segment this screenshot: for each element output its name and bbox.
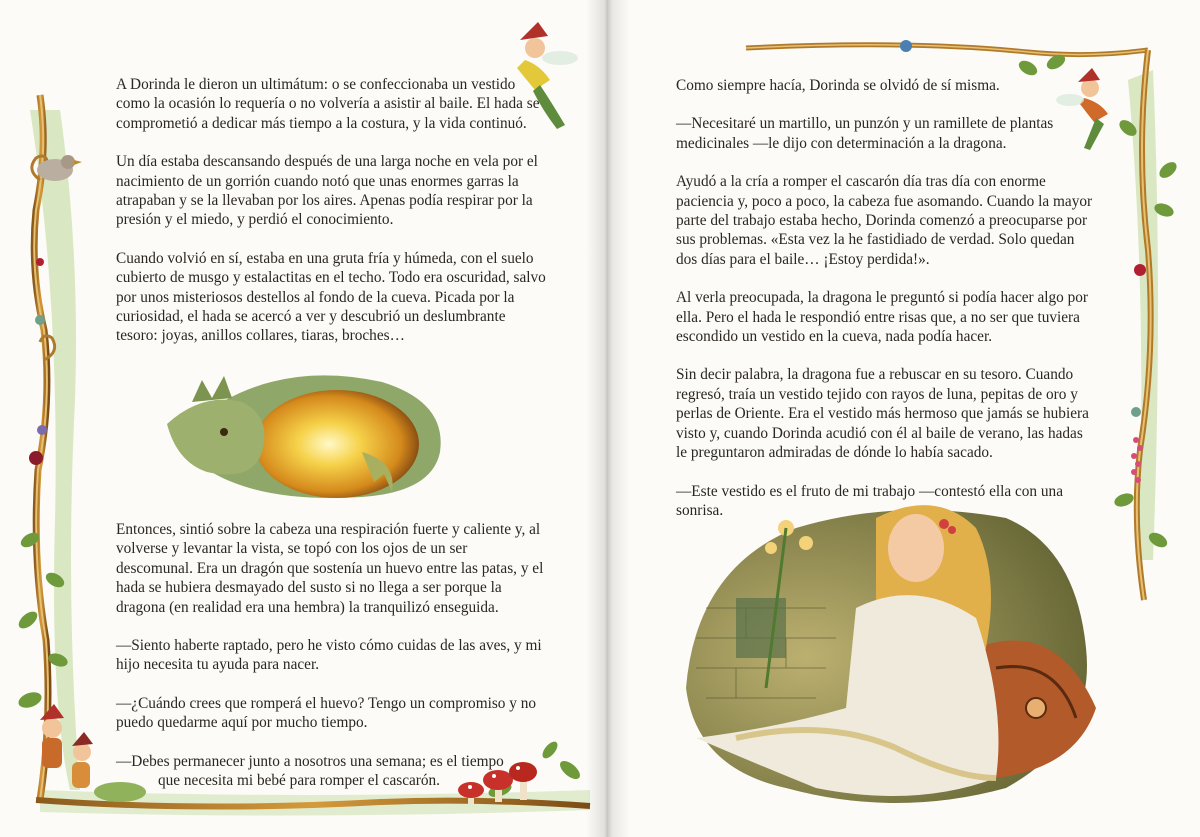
text-line: que necesita mi bebé para romper el cascarón. [158, 772, 440, 790]
paragraph: Como siempre hacía, Dorinda se olvidó de sí misma. [676, 77, 1000, 94]
dragon-egg-illustration [162, 362, 452, 502]
right-page-text [676, 76, 1096, 539]
left-page-text-top [116, 75, 546, 365]
paragraph: Ayudó a la cría a romper el cascarón día tras día con enorme paciencia y, poco a poco, la cabeza fue asomando. Cuando la mayor parte del trabajo estaba hecho, Dorinda comenzó a preocuparse por sus problemas. «Esta vez la he fastidiado de verdad. Solo quedan dos días para el baile… ¡Estoy perdida!». [676, 173, 1093, 268]
paragraph: —Siento haberte raptado, pero he visto cómo cuidas de las aves, y mi hijo necesita tu ayuda para nacer. [116, 637, 542, 674]
paragraph: Sin decir palabra, la dragona fue a rebuscar en su tesoro. Cuando regresó, traía un vestido tejido con rayos de luna, pepitas de oro y perlas de Oriente. Era el vestido más hermoso que jamás se hubiera visto y, cuando Dorinda acudió con él al baile de verano, las hadas le preguntaron admiradas de dónde lo había sacado. [676, 366, 1089, 462]
paragraph: Entonces, sintió sobre la cabeza una respiración fuerte y caliente y, al volverse y levantar la vista, se topó con los ojos de un ser descomunal. Era un dragón que sostenía un huevo entre las patas, y el hada se hubiera desmayado del susto si no llega a ser porque la dragona (en realidad era una hembra) la tranquilizó enseguida. [116, 521, 544, 616]
paragraph: Un día estaba descansando después de una larga noche en vela por el nacimiento de un gorrión cuando notó que unas enormes garras la atrapaban y se la llevaban por los aires. Apenas podía respirar por la presión y el miedo, y perdió el conocimiento. [116, 153, 538, 229]
paragraph: Al verla preocupada, la dragona le preguntó si podía hacer algo por ella. Pero el hada le respondió entre risas que, a no ser que tuviera escondido un vestido en la cueva, nada podía hacer. [676, 289, 1088, 346]
left-page-text-bottom [116, 520, 546, 790]
paragraph: A Dorinda le dieron un ultimátum: o se confeccionaba un vestido como la ocasión lo requería o no volvería a asistir al baile. El hada se comprometió a dedicar más tiempo a la costura, y la vida continuó. [116, 76, 540, 132]
paragraph: —¿Cuándo crees que romperá el huevo? Tengo un compromiso y no puedo quedarme aquí por mucho tiempo. [116, 694, 537, 732]
paragraph [116, 752, 546, 791]
paragraph: —Este vestido es el fruto de mi trabajo —contestó ella con una sonrisa. [676, 482, 1063, 519]
paragraph: —Necesitaré un martillo, un punzón y un ramillete de plantas medicinales —le dijo con determinación a la dragona. [676, 115, 1054, 152]
text-line: —Debes permanecer junto a nosotros una semana; es el tiempo [116, 752, 504, 770]
right-page [608, 0, 1200, 837]
paragraph: Cuando volvió en sí, estaba en una gruta fría y húmeda, con el suelo cubierto de musgo y estalactitas en el techo. Todo era oscuridad, salvo por unos misteriosos destellos al fondo de la cueva. Picada por la curiosidad, el hada se acercó a ver y descubrió un deslumbrante tesoro: joyas, anillos collares, tiaras, broches… [116, 249, 546, 345]
